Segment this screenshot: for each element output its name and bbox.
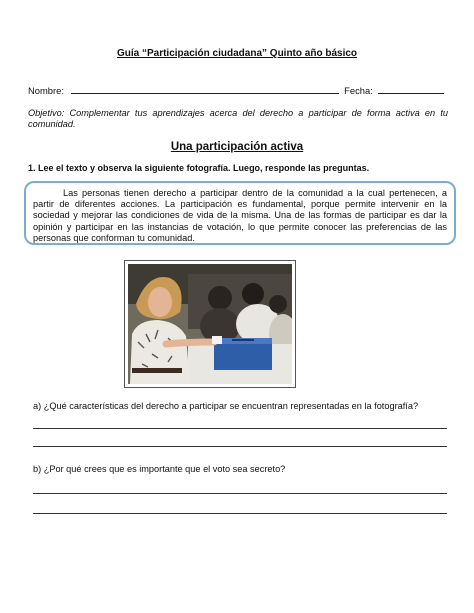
- reading-textbox: [24, 181, 456, 245]
- answer-line-a-1[interactable]: [33, 428, 447, 429]
- name-field-row: [28, 84, 444, 96]
- answer-line-a-2[interactable]: [33, 446, 447, 447]
- date-field[interactable]: [378, 84, 444, 94]
- section-title: Una participación activa: [170, 141, 304, 153]
- question-b: b) ¿Por qué crees que es importante que el voto sea secreto?: [33, 464, 286, 474]
- name-label: Nombre:: [28, 85, 64, 96]
- instruction: 1. Lee el texto y observa la siguiente fotografía. Luego, responde las preguntas.: [28, 163, 370, 173]
- answer-line-b-1[interactable]: [33, 493, 447, 494]
- date-label: Fecha:: [344, 85, 373, 96]
- page-title: Guía “Participación ciudadana” Quinto año básico: [116, 48, 358, 59]
- objective-label: Objetivo:: [28, 108, 65, 118]
- voting-scene-illustration: [128, 264, 292, 384]
- voting-photo: [124, 260, 296, 388]
- ballot-box: [214, 342, 272, 370]
- reading-text: Las personas tienen derecho a participar dentro de la comunidad a la cual pertenecen, a partir de diferentes acciones. La participación es fundamental, porque permite intervenir en la sociedad y mejorar las condiciones de vida de la misma. Una de las formas de participar es dar la opinión y participar en las instancias de votación, lo que permite conocer las preferencias de las personas que conforman tu comunidad.: [33, 188, 447, 243]
- question-a: a) ¿Qué características del derecho a participar se encuentran representadas en la fotografía?: [33, 401, 419, 411]
- objective: [28, 108, 448, 130]
- objective-text: Complementar tus aprendizajes acerca del derecho a participar de forma activa en tu comunidad.: [28, 108, 448, 129]
- answer-line-b-2[interactable]: [33, 513, 447, 514]
- name-field[interactable]: [71, 84, 339, 94]
